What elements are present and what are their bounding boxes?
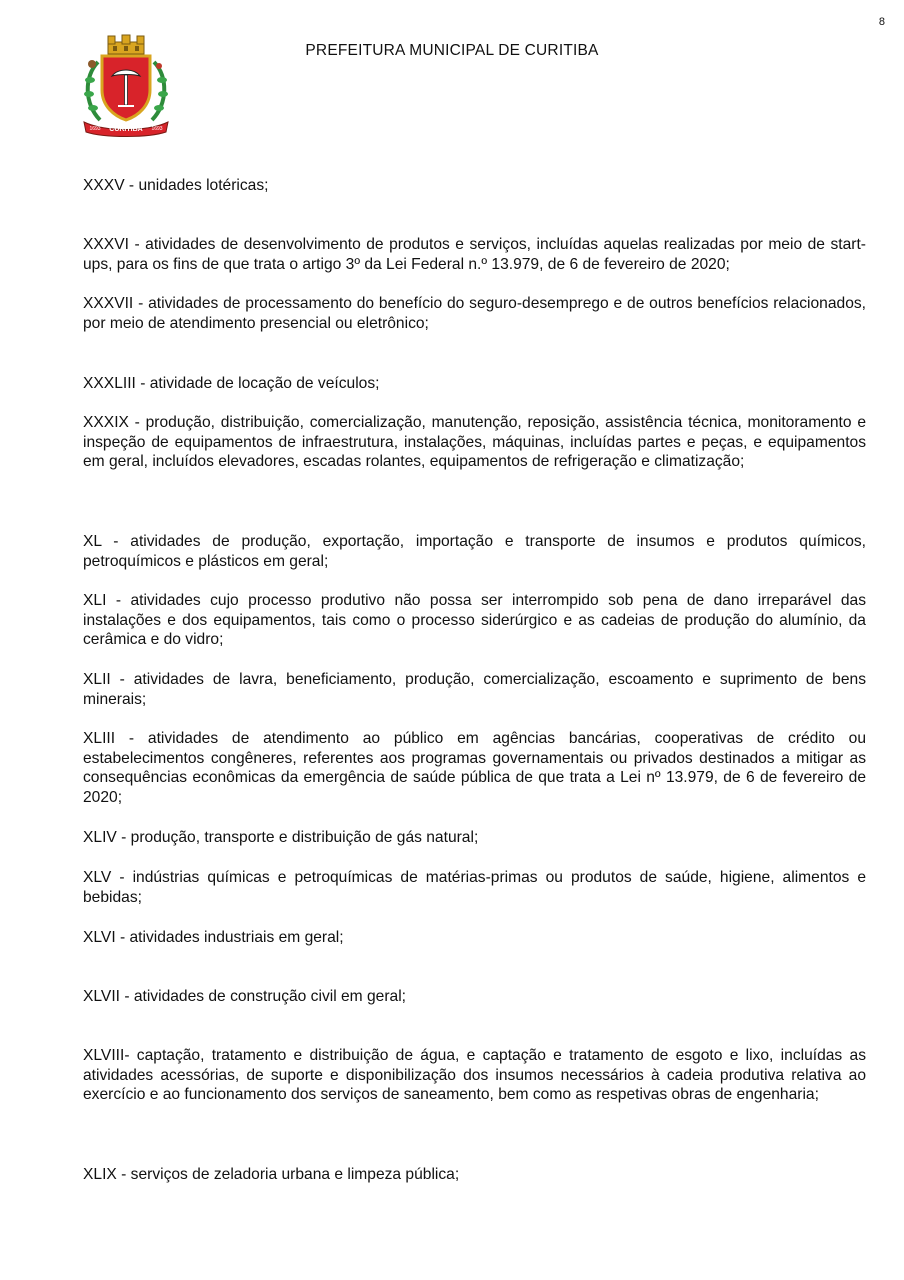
clause-xlvi: XLVI - atividades industriais em geral; bbox=[83, 929, 344, 946]
svg-text:1693: 1693 bbox=[151, 126, 163, 132]
header-title: PREFEITURA MUNICIPAL DE CURITIBA bbox=[305, 42, 599, 59]
clause-xlii: XLII - atividades de lavra, beneficiamento, produção, comercialização, escoamento e suprimento de bens minerais; bbox=[83, 671, 866, 708]
clause-xxxix: XXXIX - produção, distribuição, comercialização, manutenção, reposição, assistência técnica, monitoramento e inspeção de equipamentos de infraestrutura, instalações, máquinas, incluídas partes e peças, e equipamentos em geral, incluídos elevadores, escadas rolantes, equipamentos de refrigeração e climatização; bbox=[83, 414, 866, 471]
clause-xxxv: XXXV - unidades lotéricas; bbox=[83, 177, 269, 194]
clause-xlv: XLV - indústrias químicas e petroquímicas de matérias-primas ou produtos de saúde, higiene, alimentos e bebidas; bbox=[83, 869, 866, 906]
clause-xxxliii: XXXLIII - atividade de locação de veículos; bbox=[83, 375, 380, 392]
clause-xli: XLI - atividades cujo processo produtivo não possa ser interrompido sob pena de dano irreparável das instalações e dos equipamentos, tais como o processo siderúrgico e as cadeias de produção do alumínio, da cerâmica e do vidro; bbox=[83, 592, 866, 649]
svg-text:CURITIBA: CURITIBA bbox=[109, 126, 143, 133]
clause-xxxvii: XXXVII - atividades de processamento do benefício do seguro-desemprego e de outros benefícios relacionados, por meio de atendimento presencial ou eletrônico; bbox=[83, 295, 866, 332]
clause-xl: XL - atividades de produção, exportação, importação e transporte de insumos e produtos químicos, petroquímicos e plásticos em geral; bbox=[83, 533, 866, 570]
clause-xlviii: XLVIII- captação, tratamento e distribuição de água, e captação e tratamento de esgoto e lixo, incluídas as atividades acessórias, de suporte e disponibilização dos insumos necessários à cadeia produtiva relativa ao exercício e ao funcionamento dos serviços de saneamento, bem como as respetivas obras de engenharia; bbox=[83, 1047, 866, 1104]
page-number: 8 bbox=[878, 16, 885, 28]
clause-xlix: XLIX - serviços de zeladoria urbana e limpeza pública; bbox=[83, 1166, 460, 1183]
clause-xliv: XLIV - produção, transporte e distribuição de gás natural; bbox=[83, 829, 479, 846]
svg-text:1693: 1693 bbox=[89, 126, 101, 132]
clause-xlvii: XLVII - atividades de construção civil em geral; bbox=[83, 988, 406, 1005]
clause-xliii: XLIII - atividades de atendimento ao público em agências bancárias, cooperativas de crédito ou estabelecimentos congêneres, referentes aos programas governamentais ou privados destinados a mitigar as consequências econômicas da emergência de saúde pública de que trata a Lei nº 13.979, de 6 de fevereiro de 2020; bbox=[83, 730, 866, 806]
clause-xxxvi: XXXVI - atividades de desenvolvimento de produtos e serviços, incluídas aquelas realizadas por meio de start-ups, para os fins de que trata o artigo 3º da Lei Federal n.º 13.979, de 6 de fevereiro de 2020; bbox=[83, 236, 866, 273]
